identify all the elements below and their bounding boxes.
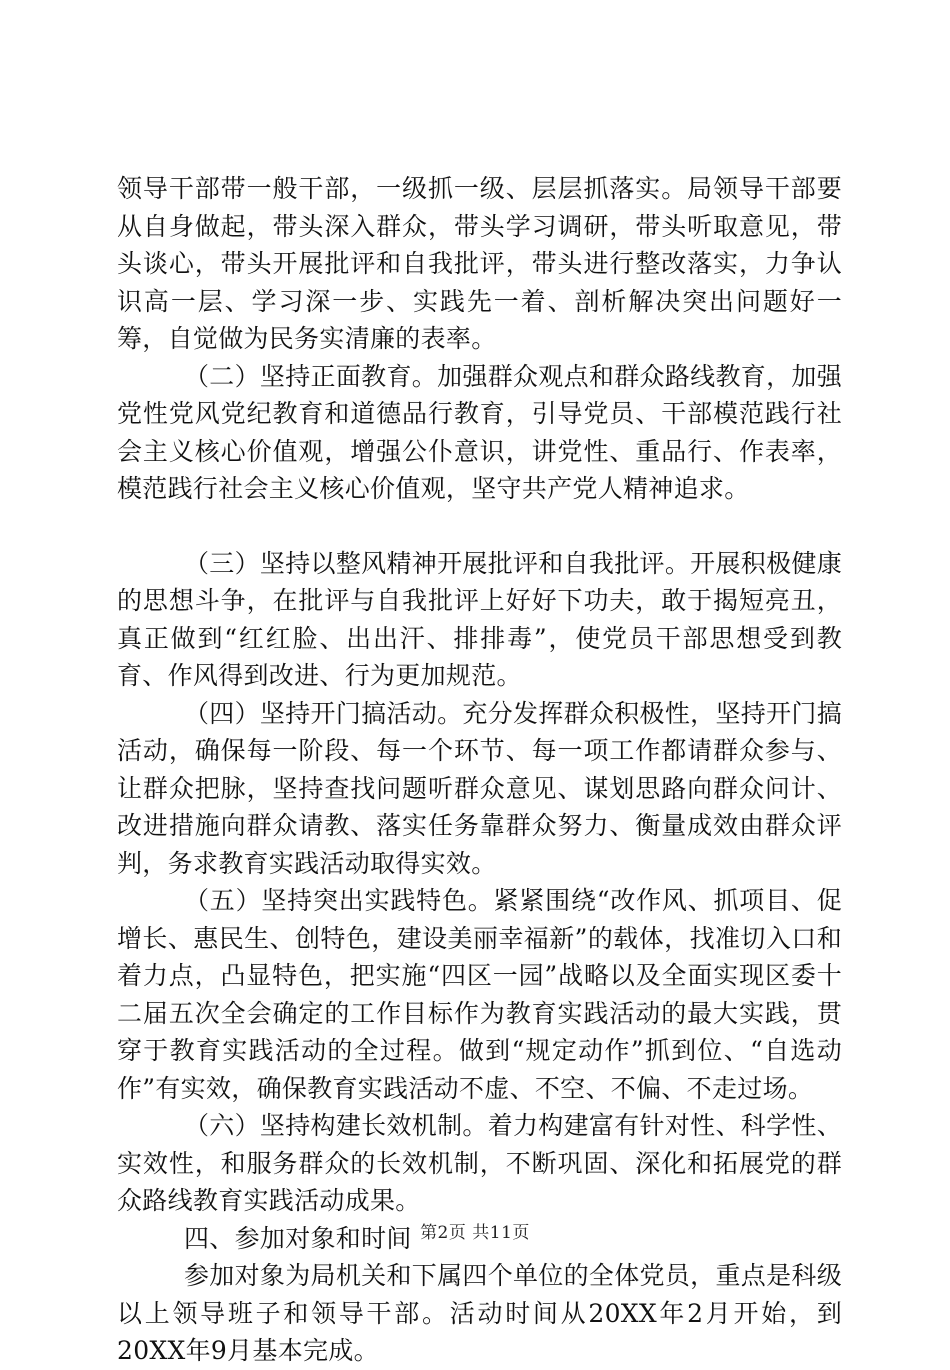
page-number-footer: 第2页 共11页 <box>420 1223 530 1243</box>
paragraph-criticism: （三）坚持以整风精神开展批评和自我批评。开展积极健康的思想斗争，在批评与自我批评上好好下功夫，敢于揭短亮丑，真正做到“红红脸、出出汗、排排毒”，使党员干部思想受到教育、作风得到改进、行为更加规范。 <box>117 548 842 690</box>
paragraph-long-term-mechanism: （六）坚持构建长效机制。着力构建富有针对性、科学性、实效性，和服务群众的长效机制，不断巩固、深化和拓展党的群众路线教育实践活动成果。 <box>117 1111 842 1215</box>
paragraph-open-door: （四）坚持开门搞活动。充分发挥群众积极性，坚持开门搞活动，确保每一阶段、每一个环节、每一项工作都请群众参与、让群众把脉，坚持查找问题听群众意见、谋划思路向群众问计、改进措施向群众请教、落实任务靠群众努力、衡量成效由群众评判，务求教育实践活动取得实效。 <box>117 698 842 878</box>
paragraph-positive-education: （二）坚持正面教育。加强群众观点和群众路线教育，加强党性党风党纪教育和道德品行教育，引导党员、干部模范践行社会主义核心价值观，增强公仆意识，讲党性、重品行、作表率，模范践行社会主义核心价值观，坚守共产党人精神追求。 <box>117 361 842 503</box>
paragraph-practice-feature: （五）坚持突出实践特色。紧紧围绕“改作风、抓项目、促增长、惠民生、创特色，建设美丽幸福新”的载体，找准切入口和着力点，凸显特色，把实施“四区一园”战略以及全面实现区委十二届五次全会确定的工作目标作为教育实践活动的最大实践，贯穿于教育实践活动的全过程。做到“规定动作”抓到位、“自选动作”有实效，确保教育实践活动不虚、不空、不偏、不走过场。 <box>117 886 842 1103</box>
paragraph-spacer <box>117 508 842 545</box>
paragraph-continued: 领导干部带一般干部，一级抓一级、层层抓落实。局领导干部要从自身做起，带头深入群众，带头学习调研，带头听取意见，带头谈心，带头开展批评和自我批评，带头进行整改落实，力争认识高一层、学习深一步、实践先一着、剖析解决突出问题好一筹，自觉做为民务实清廉的表率。 <box>117 174 842 353</box>
document-body <box>117 170 842 1370</box>
paragraph-participants: 参加对象为局机关和下属四个单位的全体党员，重点是科级以上领导班子和领导干部。活动时间从20XX年2月开始，到20XX年9月基本完成。 <box>117 1261 842 1365</box>
section-heading-participants: 四、参加对象和时间 <box>184 1223 412 1253</box>
